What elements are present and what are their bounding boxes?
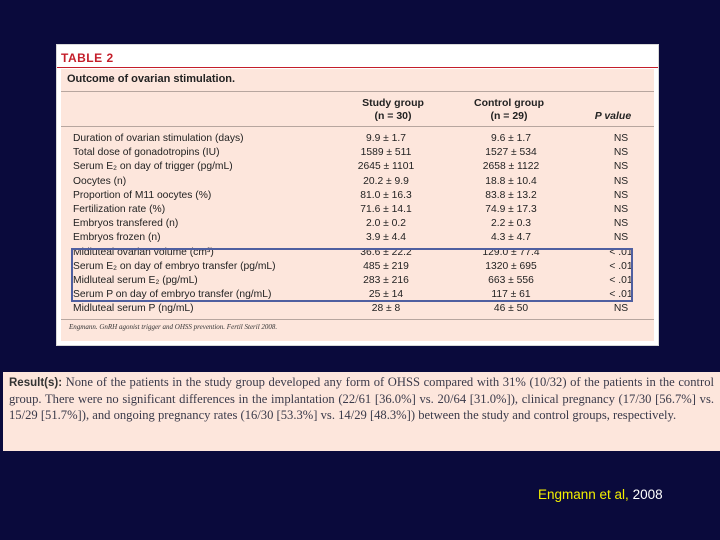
table-row xyxy=(61,176,654,190)
row-p-value: NS xyxy=(613,175,629,187)
row-label: Midluteal serum P (ng/mL) xyxy=(73,303,194,315)
row-control-value: 2.2 ± 0.3 xyxy=(490,218,531,230)
row-p-value: < .01 xyxy=(609,274,633,286)
header-study-title: Study group xyxy=(362,97,424,109)
row-p-value: < .01 xyxy=(609,289,633,301)
row-label: Proportion of M11 oocytes (%) xyxy=(73,189,212,201)
row-control-value: 9.6 ± 1.7 xyxy=(490,133,531,144)
row-p-value: NS xyxy=(613,133,629,144)
row-control-value: 83.8 ± 13.2 xyxy=(485,189,537,201)
table-row xyxy=(61,204,654,218)
row-study-value: 283 ± 216 xyxy=(363,274,409,286)
header-control-title: Control group xyxy=(474,97,544,109)
table-row xyxy=(61,303,654,317)
row-label: Serum E₂ on day of embryo transfer (pg/mL) xyxy=(73,260,276,272)
row-p-value: NS xyxy=(613,218,629,230)
table-row xyxy=(61,190,654,204)
row-p-value: NS xyxy=(613,147,629,159)
row-label: Duration of ovarian stimulation (days) xyxy=(73,133,244,144)
row-control-value: 663 ± 556 xyxy=(488,274,534,286)
row-study-value: 485 ± 219 xyxy=(363,260,409,272)
row-label: Embryos frozen (n) xyxy=(73,232,161,244)
header-study-n: (n = 30) xyxy=(374,110,412,122)
result-text: None of the patients in the study group developed any form of OHSS compared with 31% (10/32) of the patients in the control group. There were no significant differences in the implantation (22/61 [36.0%] vs. 20/64 [31.0%]), clinical pregnancy (17/30 [56.7%] vs. 15/29 [51.7%]), and ongoing pregnancy rates (16/30 [53.3%] vs. 14/29 [48.3%]) between the study and control groups, respectively. xyxy=(9,375,714,422)
header-study-group xyxy=(347,97,439,123)
row-control-value: 1320 ± 695 xyxy=(485,260,537,272)
row-study-value: 36.6 ± 22.2 xyxy=(360,246,412,258)
result-label: Result(s): xyxy=(9,377,63,389)
row-label: Oocytes (n) xyxy=(73,175,127,187)
table-label-rule xyxy=(57,67,658,68)
table-label: TABLE 2 xyxy=(61,51,114,65)
row-p-value: < .01 xyxy=(609,260,633,272)
row-label: Embryos transfered (n) xyxy=(73,218,179,230)
row-control-value: 46 ± 50 xyxy=(493,303,529,315)
row-control-value: 4.3 ± 4.7 xyxy=(490,232,531,244)
row-study-value: 20.2 ± 9.9 xyxy=(363,175,409,187)
table-row xyxy=(61,161,654,175)
row-study-value: 9.9 ± 1.7 xyxy=(365,133,406,144)
row-p-value: NS xyxy=(613,303,629,315)
row-label: Midluteal serum E₂ (pg/mL) xyxy=(73,274,198,286)
result-panel xyxy=(3,372,720,451)
row-control-value: 129.0 ± 77.4 xyxy=(482,246,540,258)
row-label: Total dose of gonadotropins (IU) xyxy=(73,147,220,159)
table-row xyxy=(61,133,654,147)
row-label: Midluteal ovarian volume (cm³) xyxy=(73,246,214,258)
header-control-group xyxy=(463,97,555,123)
row-control-value: 74.9 ± 17.3 xyxy=(485,203,537,215)
header-control-n: (n = 29) xyxy=(490,110,528,122)
table-row xyxy=(61,218,654,232)
citation xyxy=(538,487,663,502)
row-label: Serum E₂ on day of trigger (pg/mL) xyxy=(73,161,233,173)
row-control-value: 1527 ± 534 xyxy=(485,147,537,159)
row-study-value: 2645 ± 1101 xyxy=(357,161,415,173)
row-study-value: 71.6 ± 14.1 xyxy=(360,203,412,215)
row-study-value: 28 ± 8 xyxy=(371,303,401,315)
table-row xyxy=(61,232,654,246)
citation-year: 2008 xyxy=(632,487,663,502)
header-divider xyxy=(61,126,654,127)
header-p-value xyxy=(583,110,643,123)
row-study-value: 2.0 ± 0.2 xyxy=(365,218,406,230)
row-study-value: 81.0 ± 16.3 xyxy=(360,189,412,201)
row-control-value: 18.8 ± 10.4 xyxy=(485,175,537,187)
row-control-value: 117 ± 61 xyxy=(491,289,531,301)
footer-divider xyxy=(61,319,654,320)
row-study-value: 1589 ± 511 xyxy=(360,147,412,159)
row-p-value: NS xyxy=(613,203,629,215)
row-study-value: 25 ± 14 xyxy=(368,289,404,301)
row-label: Fertilization rate (%) xyxy=(73,203,166,215)
caption-divider xyxy=(61,91,654,92)
table-footnote: Engmann. GnRH agonist trigger and OHSS prevention. Fertil Steril 2008. xyxy=(69,323,278,331)
row-label: Serum P on day of embryo transfer (ng/mL) xyxy=(73,289,272,301)
header-p-value-text: P value xyxy=(594,110,632,122)
table-row xyxy=(61,147,654,161)
row-p-value: NS xyxy=(613,189,629,201)
citation-author: Engmann et al, xyxy=(538,487,629,502)
row-p-value: NS xyxy=(613,161,629,173)
table-caption: Outcome of ovarian stimulation. xyxy=(67,73,236,85)
row-control-value: 2658 ± 1122 xyxy=(482,161,540,173)
row-study-value: 3.9 ± 4.4 xyxy=(365,232,406,244)
significant-rows-highlight xyxy=(71,248,633,302)
row-p-value: < .01 xyxy=(609,246,633,258)
row-p-value: NS xyxy=(613,232,629,244)
